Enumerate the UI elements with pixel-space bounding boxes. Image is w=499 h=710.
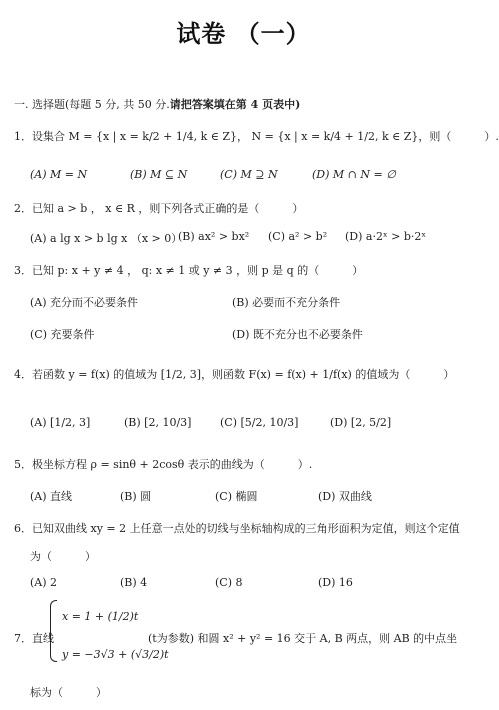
q7-stem-a: 7．直线 (14, 632, 54, 645)
question-1: 1．设集合 M = {x | x = k/2 + 1/4, k ∈ Z}， N = {x | x = k/4 + 1/2, k ∈ Z}，则（ ）. (14, 130, 499, 143)
q1-stem-b: ，则（ ）. (418, 130, 499, 143)
section-prefix: 一. 选择题(每题 5 分, 共 50 分. (14, 98, 170, 111)
question-4 (14, 366, 454, 382)
q1-n-set: N = {x | x = k/4 + 1/2, k ∈ Z} (251, 130, 419, 143)
q6-option-b: (B) 4 (120, 576, 148, 589)
q3-option-a: (A) 充分而不必要条件 (30, 296, 139, 309)
q7-eq1: x = 1 + (1/2)t (62, 610, 139, 623)
q4-range: [1/2, 3] (160, 368, 202, 381)
q3-option-d: (D) 既不充分也不必要条件 (232, 328, 363, 341)
q4-option-c: (C) [5/2, 10/3] (220, 416, 299, 429)
section-bold-note: 请把答案填在第 4 页表中) (169, 98, 301, 111)
q6-option-d: (D) 16 (318, 576, 353, 589)
question-6: 6．已知双曲线 xy = 2 上任意一点处的切线与坐标轴构成的三角形面积为定值，则这个定值 (14, 522, 460, 535)
question-6-cont: 为（ ） (30, 550, 96, 563)
q7-eq2: y = −3√3 + (√3/2)t (62, 648, 169, 661)
q1-option-b: (B) M ⊆ N (130, 168, 188, 181)
q1-option-d: (D) M ∩ N = ∅ (312, 168, 396, 181)
q5-option-b: (B) 圆 (120, 490, 152, 503)
system-brace (50, 600, 57, 662)
q2-option-d: (D) a·2ˣ > b·2ˣ (345, 230, 427, 243)
q5-option-c: (C) 椭圆 (215, 490, 258, 503)
q1-m-set: M = {x | x = k/2 + 1/4, k ∈ Z} (68, 130, 238, 143)
question-5: 5．极坐标方程 ρ = sinθ + 2cosθ 表示的曲线为（ ）. (14, 458, 313, 471)
q4-stem-a: 4．若函数 y = f(x) 的值域为 (14, 368, 158, 381)
question-3: 3．已知 p: x + y ≠ 4 ， q: x ≠ 1 或 y ≠ 3 ，则 p 是 q 的（ ） (14, 264, 364, 277)
q7-stem-b: (t为参数) 和圆 x² + y² = 16 交于 A, B 两点，则 AB 的中点坐 (148, 632, 458, 645)
q5-option-a: (A) 直线 (30, 490, 73, 503)
q4-option-d: (D) [2, 5/2] (330, 416, 392, 429)
q4-option-a: (A) [1/2, 3] (30, 416, 91, 429)
q1-option-a: (A) M = N (30, 168, 88, 181)
q6-option-a: (A) 2 (30, 576, 58, 589)
q1-option-c: (C) M ⊇ N (220, 168, 278, 181)
q3-option-b: (B) 必要而不充分条件 (232, 296, 341, 309)
q6-option-c: (C) 8 (215, 576, 243, 589)
q3-option-c: (C) 充要条件 (30, 328, 95, 341)
q1-stem-a: 1．设集合 (14, 130, 65, 143)
page-title: 试卷 （一） (176, 20, 311, 48)
q7-stem-cont: 标为（ ） (30, 686, 107, 699)
q2-option-b: (B) ax² > bx² (178, 230, 250, 243)
q2-option-c: (C) a² > b² (268, 230, 328, 243)
q2-option-a: (A) a lg x > b lg x （x > 0） (30, 232, 183, 245)
q4-stem-b: ，则函数 F(x) = f(x) + 1/f(x) 的值域为（ ） (201, 368, 455, 381)
q5-option-d: (D) 双曲线 (318, 490, 372, 503)
section-heading (14, 96, 300, 112)
q4-option-b: (B) [2, 10/3] (124, 416, 192, 429)
question-2: 2．已知 a > b ， x ∈ R ，则下列各式正确的是（ ） (14, 202, 304, 215)
